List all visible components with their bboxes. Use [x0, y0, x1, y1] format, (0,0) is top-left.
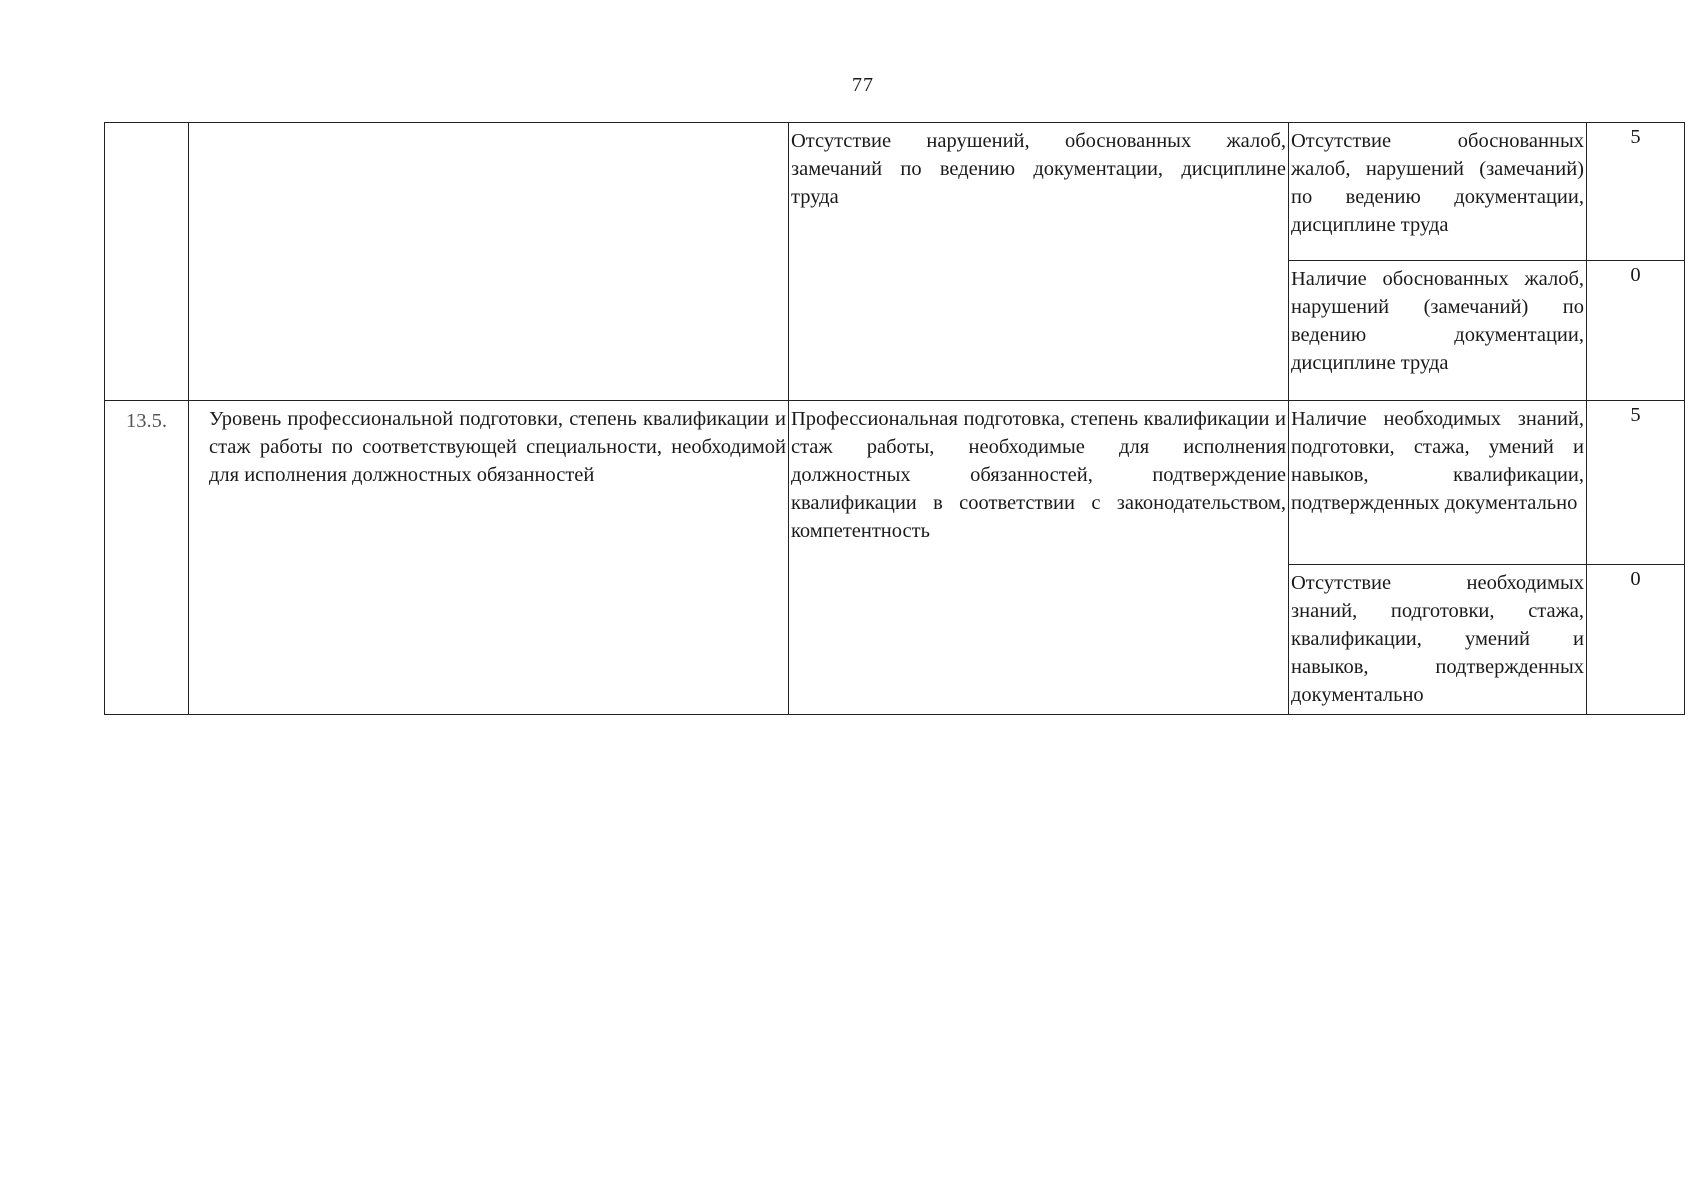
indicator-cell: Отсутствие нарушений, обоснованных жалоб, замечаний по ведению документации, дисциплине труда	[789, 123, 1289, 401]
table-row	[105, 401, 1685, 565]
score-cell: 5	[1587, 123, 1685, 261]
table-row	[105, 123, 1685, 261]
criteria-table	[104, 122, 1685, 715]
page-number: 77	[852, 74, 874, 96]
criterion-cell: Уровень профессиональной подготовки, степень квалификации и стаж работы по соответствующей специальности, необходимой для исполнения должностных обязанностей	[189, 401, 789, 715]
score-cell: 0	[1587, 261, 1685, 401]
row-number-cell	[105, 123, 189, 401]
indicator-cell: Профессиональная подготовка, степень квалификации и стаж работы, необходимые для исполнения должностных обязанностей, подтверждение квалификации в соответствии с законодательством, компетентность	[789, 401, 1289, 715]
score-cell: 0	[1587, 565, 1685, 715]
condition-cell: Отсутствие необходимых знаний, подготовки, стажа, квалификации, умений и навыков, подтвержденных документально	[1289, 565, 1587, 715]
condition-cell: Отсутствие обоснованных жалоб, нарушений (замечаний) по ведению документации, дисциплине труда	[1289, 123, 1587, 261]
row-number-cell: 13.5.	[105, 401, 189, 715]
criterion-cell	[189, 123, 789, 401]
condition-cell: Наличие необходимых знаний, подготовки, стажа, умений и навыков, квалификации, подтвержденных документально	[1289, 401, 1587, 565]
condition-cell: Наличие обоснованных жалоб, нарушений (замечаний) по ведению документации, дисциплине труда	[1289, 261, 1587, 401]
score-cell: 5	[1587, 401, 1685, 565]
